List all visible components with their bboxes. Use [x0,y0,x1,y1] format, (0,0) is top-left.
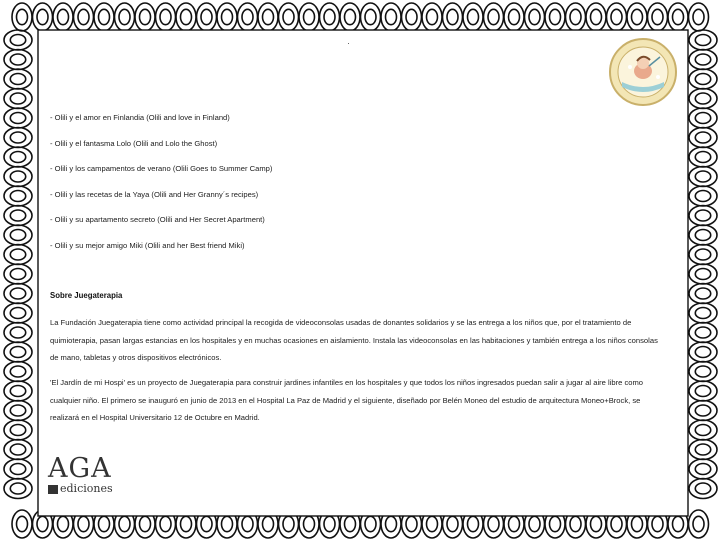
border-loop-inner [695,444,710,455]
border-loop [443,3,463,31]
border-loop [4,69,32,89]
border-loop-inner [160,9,171,24]
border-loop [340,3,360,31]
border-loop-inner [10,386,25,397]
border-loop-inner [427,9,438,24]
border-loop [4,381,32,401]
border-loop [381,3,401,31]
border-loop-inner [10,308,25,319]
border-loop-inner [550,9,561,24]
border-loop [689,89,717,109]
border-loop-inner [10,132,25,143]
border-loop-inner [695,210,710,221]
border-loop [689,303,717,323]
border-loop [4,89,32,109]
border-loop [4,440,32,460]
border-loop [4,459,32,479]
border-loop-inner [386,516,397,531]
border-loop-inner [119,9,130,24]
border-loop-inner [242,9,253,24]
border-loop [689,264,717,284]
border-loop-inner [263,516,274,531]
border-loop-inner [695,327,710,338]
border-loop [12,510,32,538]
border-loop-inner [695,425,710,436]
border-loop-inner [10,152,25,163]
border-loop [156,3,176,31]
border-loop [4,108,32,128]
border-loop [463,3,483,31]
border-loop [4,147,32,167]
border-loop-inner [550,516,561,531]
border-loop-inner [10,327,25,338]
border-loop-inner [99,9,110,24]
border-loop-inner [17,9,28,24]
border-loop-inner [283,516,294,531]
list-item: - Olili y las recetas de la Yaya (Olili and Her Granny´s recipes) [50,189,259,199]
border-loop-inner [10,54,25,65]
border-loop-inner [693,516,704,531]
border-loop-inner [10,288,25,299]
border-loop-inner [365,9,376,24]
border-loop-inner [695,93,710,104]
border-loop-inner [488,516,499,531]
border-loop-inner [695,269,710,280]
border-loop [4,30,32,50]
list-item: - Olili y los campamentos de verano (Olili Goes to Summer Camp) [50,164,273,174]
border-loop-inner [468,516,479,531]
border-loop [607,3,627,31]
border-loop-inner [488,9,499,24]
border-loop-inner [695,132,710,143]
border-loop-inner [529,9,540,24]
border-loop-inner [10,249,25,260]
border-loop [689,30,717,50]
border-loop-inner [652,9,663,24]
border-loop-inner [17,516,28,531]
border-loop-inner [695,483,710,494]
border-loop-inner [695,366,710,377]
border-loop [689,225,717,245]
border-loop [258,3,278,31]
border-loop-inner [324,516,335,531]
border-loop-inner [10,113,25,124]
border-loop-inner [10,366,25,377]
border-loop [402,3,422,31]
border-loop [566,3,586,31]
border-loop [668,3,688,31]
border-loop [648,3,668,31]
border-loop [238,3,258,31]
border-loop-inner [570,516,581,531]
border-loop [627,3,647,31]
border-loop-inner [10,464,25,475]
border-loop-inner [695,308,710,319]
border-loop-inner [611,516,622,531]
stray-dot [348,43,349,44]
border-loop-inner [222,516,233,531]
border-loop-inner [10,93,25,104]
logo-sub-row [48,483,113,495]
list-item: - Olili y el amor en Finlandia (Olili and love in Finland) [50,113,230,122]
border-loop [4,245,32,265]
border-loop [320,3,340,31]
border-loop [689,440,717,460]
border-loop-inner [58,516,69,531]
border-loop [689,50,717,70]
book-list [50,112,272,266]
border-loop-inner [673,9,684,24]
border-loop-inner [10,405,25,416]
border-loop [4,206,32,226]
border-loop-inner [695,405,710,416]
border-loop [135,3,155,31]
border-loop [689,167,717,187]
logo-main-text: AGA [48,453,112,484]
border-loop [197,3,217,31]
border-loop [176,3,196,31]
list-item: - Olili y su apartamento secreto (Olili and Her Secret Apartment) [50,215,265,225]
border-loop-inner [160,516,171,531]
border-loop [689,186,717,206]
logo-sub-text: ediciones [60,482,113,495]
border-loop-inner [304,9,315,24]
border-loop [4,342,32,362]
border-loop-inner [140,516,151,531]
olili-badge-icon [608,37,678,107]
border-loop-inner [695,386,710,397]
border-loop [4,264,32,284]
border-loop-inner [99,516,110,531]
border-loop-inner [119,516,130,531]
border-loop-inner [263,9,274,24]
paragraph-juegaterapia: La Fundación Juegaterapia tiene como actividad principal la recogida de videoconsolas usadas de donantes solidarios y se las entrega a los niños que, por el tratamiento de quimioterapia, pasan largas estancias en los hospitales y en muchas ocasiones en aislamiento. Instala las videoconsolas en las habitaciones y también entrega a los niños consolas de mano, tabletas y otros dispositivos electrónicos. [50,318,658,363]
border-loop-inner [695,171,710,182]
border-loop-inner [695,288,710,299]
border-loop-inner [78,516,89,531]
border-loop-inner [632,516,643,531]
border-loop [689,362,717,382]
border-loop [4,479,32,499]
border-loop-inner [695,152,710,163]
border-loop-inner [695,191,710,202]
border-loop-inner [201,9,212,24]
border-loop [525,3,545,31]
border-loop-inner [242,516,253,531]
border-loop [4,225,32,245]
border-loop [4,167,32,187]
border-loop-inner [652,516,663,531]
border-loop-inner [695,230,710,241]
border-loop-inner [509,9,520,24]
border-loop-inner [10,483,25,494]
border-loop-inner [10,444,25,455]
border-loop-inner [181,9,192,24]
border-loop [689,128,717,148]
border-loop-inner [10,230,25,241]
border-loop-inner [427,516,438,531]
border-loop-inner [447,9,458,24]
border-loop-inner [304,516,315,531]
border-loop-inner [591,9,602,24]
border-loop-inner [693,9,704,24]
border-loop-inner [181,516,192,531]
border-loop [94,3,114,31]
list-item: - Olili y el fantasma Lolo (Olili and Lolo the Ghost) [50,138,218,148]
border-loop [504,3,524,31]
border-loop-inner [611,9,622,24]
list-item: - Olili y su mejor amigo Miki (Olili and her Best friend Miki) [50,240,245,250]
border-loop [115,3,135,31]
border-loop-inner [140,9,151,24]
border-loop [74,3,94,31]
border-loop-inner [570,9,581,24]
border-loop [689,479,717,499]
border-loop [53,3,73,31]
border-loop-inner [222,9,233,24]
logo-square-icon [48,485,58,494]
border-loop [689,69,717,89]
border-loop [689,284,717,304]
border-loop-inner [509,516,520,531]
border-loop-inner [695,74,710,85]
border-loop-inner [591,516,602,531]
border-loop [12,3,32,31]
border-loop-inner [447,516,458,531]
border-loop [361,3,381,31]
border-loop [484,3,504,31]
border-loop-inner [10,74,25,85]
border-loop [4,420,32,440]
border-loop [689,420,717,440]
border-loop-inner [345,516,356,531]
border-loop-inner [695,249,710,260]
border-loop-inner [406,9,417,24]
border-loop-inner [10,347,25,358]
border-loop-inner [58,9,69,24]
border-loop-inner [37,9,48,24]
border-loop-inner [386,9,397,24]
border-loop [689,3,709,31]
border-loop [545,3,565,31]
border-loop [689,401,717,421]
border-loop-inner [695,464,710,475]
border-loop-inner [10,35,25,46]
border-loop [689,342,717,362]
border-loop-inner [10,191,25,202]
paragraph-jardin-hospi: 'El Jardín de mi Hospi' es un proyecto de Juegaterapia para construir jardines infantiles en los hospitales y que todos los niños ingresados puedan salir a jugar al aire libre como cualquier niño. El primero se inauguró en junio de 2013 en el Hospital La Paz de Madrid y el siguiente, diseñado por Belén Moneo del estudio de arquitectura Moneo+Brock, se realizará en el Hospital Universitario 12 de Octubre en Madrid. [50,378,644,423]
border-loop [299,3,319,31]
border-loop [689,245,717,265]
border-loop-inner [695,35,710,46]
border-loop-inner [695,113,710,124]
border-loop-inner [10,425,25,436]
border-loop-inner [37,516,48,531]
border-loop-inner [468,9,479,24]
border-loop [33,3,53,31]
border-loop [4,186,32,206]
border-loop [422,3,442,31]
border-loop [4,128,32,148]
border-loop-inner [201,516,212,531]
border-loop-inner [10,269,25,280]
border-loop [689,323,717,343]
border-loop-inner [673,516,684,531]
border-loop-inner [695,347,710,358]
border-loop-inner [365,516,376,531]
border-loop-inner [632,9,643,24]
border-loop-inner [78,9,89,24]
aga-ediciones-logo [48,455,113,495]
border-loop-inner [345,9,356,24]
border-loop [586,3,606,31]
border-loop [279,3,299,31]
border-loop [4,284,32,304]
section-title: Sobre Juegaterapia [50,291,123,300]
border-loop-inner [695,54,710,65]
border-loop [689,381,717,401]
border-loop [217,3,237,31]
border-loop [4,362,32,382]
border-loop [689,147,717,167]
border-loop [689,459,717,479]
border-loop [689,206,717,226]
border-loop-inner [406,516,417,531]
border-loop-inner [10,210,25,221]
border-loop-inner [283,9,294,24]
border-loop [4,323,32,343]
border-loop [4,401,32,421]
border-loop-inner [324,9,335,24]
border-loop [4,303,32,323]
border-loop [689,510,709,538]
border-loop-inner [529,516,540,531]
border-loop [4,50,32,70]
border-loop [689,108,717,128]
border-loop-inner [10,171,25,182]
